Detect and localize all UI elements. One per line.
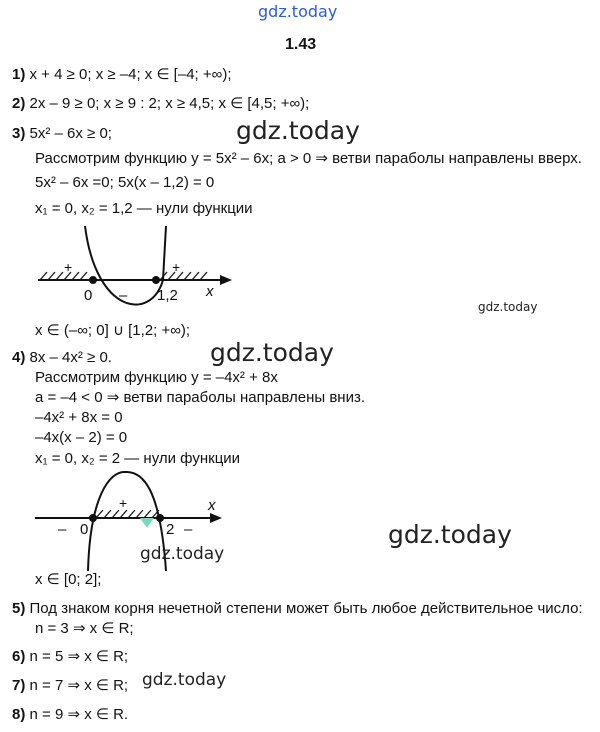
problem-number: 1.43 bbox=[285, 36, 317, 53]
graph2-zero: 0 bbox=[80, 521, 89, 538]
watermark-5: gdz.today bbox=[140, 544, 225, 564]
item-3-answer: x ∈ (–∞; 0] ∪ [1,2; +∞); bbox=[35, 322, 191, 339]
item-4-line-4: –4x² + 8x = 0 bbox=[35, 409, 123, 426]
item-4-line-3: a = –4 < 0 ⇒ ветви параболы направлены вниз. bbox=[35, 389, 366, 406]
item-3: 3) 5x² – 6x ≥ 0; bbox=[12, 125, 112, 142]
graph2-axis-label: x bbox=[208, 497, 216, 514]
item-6: 6) n = 5 ⇒ x ∈ R; bbox=[12, 648, 129, 665]
item-4-line-2: Рассмотрим функцию y = –4x² + 8x bbox=[35, 369, 278, 386]
watermark-4: gdz.today bbox=[388, 520, 512, 549]
watermark-top: gdz.today bbox=[258, 2, 338, 21]
graph2-minus-right: – bbox=[184, 521, 193, 538]
watermark-6: gdz.today bbox=[142, 670, 227, 690]
watermark-3: gdz.today bbox=[210, 338, 334, 367]
item-4-line-5: –4x(x – 2) = 0 bbox=[35, 429, 128, 446]
graph1-plus-right: + bbox=[172, 259, 181, 275]
item-8: 8) n = 9 ⇒ x ∈ R. bbox=[12, 706, 129, 723]
item-7: 7) n = 7 ⇒ x ∈ R; bbox=[12, 677, 129, 694]
graph1-minus: – bbox=[119, 287, 128, 304]
item-1: 1) x + 4 ≥ 0; x ≥ –4; x ∈ [–4; +∞); bbox=[12, 66, 232, 83]
item-4-zeros: x₁ = 0, x₂ = 2 — нули функции bbox=[35, 450, 241, 467]
watermark-2: gdz.today bbox=[478, 300, 538, 314]
item-4-answer: x ∈ [0; 2]; bbox=[35, 571, 102, 588]
graph1-plus-left: + bbox=[64, 259, 73, 275]
graph2-plus: + bbox=[119, 495, 128, 511]
item-2: 2) 2x – 9 ≥ 0; x ≥ 9 : 2; x ≥ 4,5; x ∈ [4,5; +∞); bbox=[12, 95, 310, 112]
item-3-line-3: 5x² – 6x =0; 5x(x – 1,2) = 0 bbox=[35, 174, 215, 191]
graph1-axis-label: x bbox=[206, 283, 214, 300]
item-3-zeros: x₁ = 0, x₂ = 1,2 — нули функции bbox=[35, 200, 253, 217]
item-4: 4) 8x – 4x² ≥ 0. bbox=[12, 349, 112, 366]
graph2-minus-left: – bbox=[58, 521, 67, 538]
watermark-1: gdz.today bbox=[236, 116, 360, 145]
graph2-root: 2 bbox=[166, 521, 175, 538]
item-5-line-2: n = 3 ⇒ x ∈ R; bbox=[35, 620, 134, 637]
item-3-line-2: Рассмотрим функцию y = 5x² – 6x; a > 0 ⇒ ветви параболы направлены вверх. bbox=[35, 150, 582, 167]
item-5: 5) Под знаком корня нечетной степени может быть любое действительное число: bbox=[12, 600, 583, 617]
graph1-zero: 0 bbox=[84, 287, 93, 304]
graph1-root: 1,2 bbox=[157, 287, 178, 304]
